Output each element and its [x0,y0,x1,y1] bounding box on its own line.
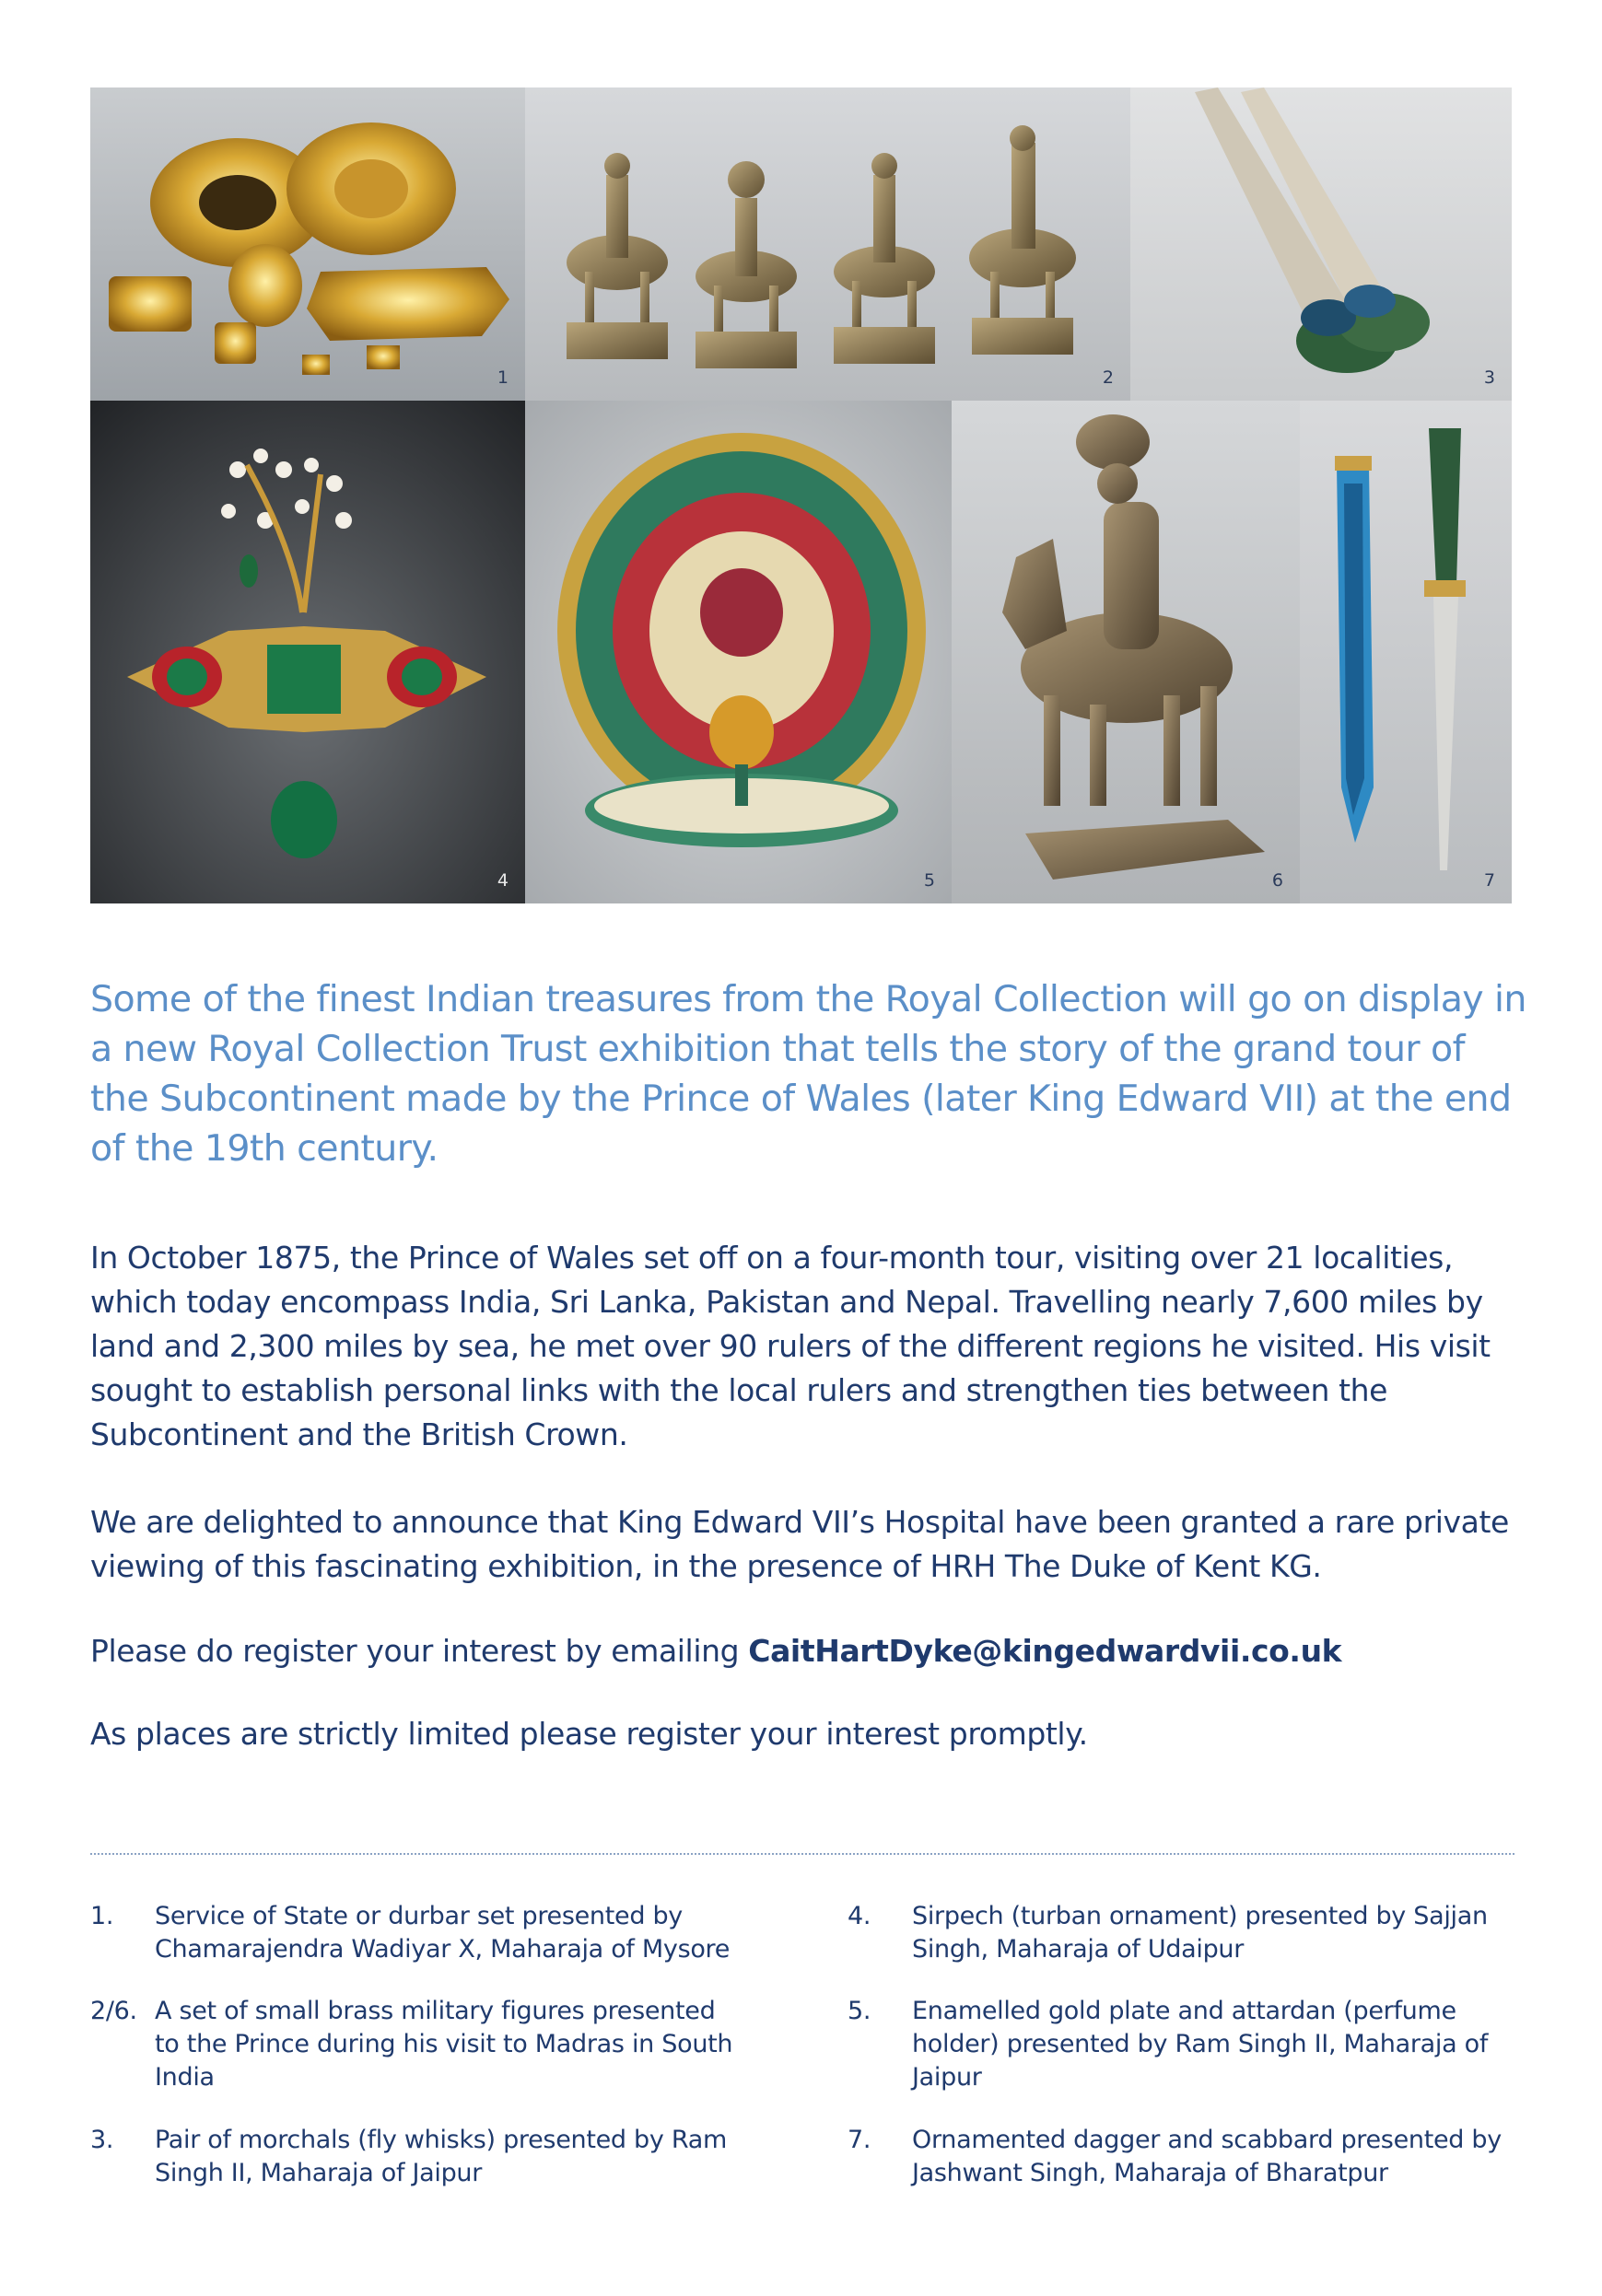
photo-number: 1 [497,367,509,388]
announcement-paragraph: We are delighted to announce that King Edward VII’s Hospital have been granted a rare private viewing of this fascinating exhibition, in the presence of HRH The Duke of Kent KG. [90,1504,1509,1584]
caption-text: Sirpech (turban ornament) presented by Sajjan Singh, Maharaja of Udaipur [912,1902,1488,1964]
photo-5 [525,401,952,903]
caption-item [90,1995,754,2105]
photo-number: 5 [923,870,935,891]
photo-2 [525,87,1130,401]
caption-text: Ornamented dagger and scabbard presented by Jashwant Singh, Maharaja of Bharatpur [912,2126,1502,2187]
caption-text: A set of small brass military figures presented to the Prince during his visit to Madras in South India [155,1997,733,2092]
photo-number: 6 [1271,870,1283,891]
limited-paragraph: As places are strictly limited please register your interest promptly. [90,1716,1088,1752]
register-paragraph [90,1629,1527,1673]
photo-6 [952,401,1300,903]
photo-number: 3 [1483,367,1495,388]
photo-grid [90,87,1512,903]
brass-figures-image [525,87,1130,401]
caption-item [848,1995,1511,2105]
caption-item [848,1900,1511,1974]
dotted-divider [90,1853,1514,1855]
caption-text: Enamelled gold plate and attardan (perfume holder) presented by Ram Singh II, Maharaja of Jaipur [912,1997,1489,2092]
caption-text: Service of State or durbar set presented by Chamarajendra Wadiyar X, Maharaja of Mysore [155,1902,731,1964]
caption-item [90,1900,754,1974]
photo-1 [90,87,525,401]
caption-number: 4. [848,1902,871,1930]
lead-paragraph: Some of the finest Indian treasures from the Royal Collection will go on display in a new Royal Collection Trust exhibition that tells the story of the grand tour of the Subcontinent made by the Prince of Wales (later King Edward VII) at the end of the 19th century. [90,978,1526,1170]
caption-number: 7. [848,2126,871,2154]
tour-paragraph: In October 1875, the Prince of Wales set off on a four-month tour, visiting over 21 localities, which today encompass India, Sri Lanka, Pakistan and Nepal. Travelling nearly 7,600 miles by land and 2,300 miles by sea, he met over 90 rulers of the different regions he visited. His visit sought to establish personal links with the local rulers and strengthen ties between the Subcontinent and the British Crown. [90,1240,1491,1452]
photo-7 [1300,401,1512,903]
enamel-plate-image [525,401,952,903]
caption-number: 2/6. [90,1997,137,2025]
photo-4 [90,401,525,903]
caption-item [90,2124,754,2197]
photo-number: 4 [497,870,509,891]
photo-3 [1130,87,1512,401]
dagger-image [1300,401,1512,903]
caption-number: 5. [848,1997,871,2025]
email-link[interactable]: CaitHartDyke@kingedwardvii.co.uk [748,1633,1342,1669]
sirpech-image [90,401,525,903]
morchals-image [1130,87,1512,401]
photo-number: 7 [1483,870,1495,891]
caption-item [848,2124,1511,2197]
caption-number: 1. [90,1902,114,1930]
gold-set-image [90,87,525,401]
photo-number: 2 [1102,367,1114,388]
register-prefix: Please do register your interest by emailing [90,1633,749,1669]
horse-rider-image [952,401,1300,903]
caption-number: 3. [90,2126,114,2154]
caption-text: Pair of morchals (fly whisks) presented by Ram Singh II, Maharaja of Jaipur [155,2126,727,2187]
